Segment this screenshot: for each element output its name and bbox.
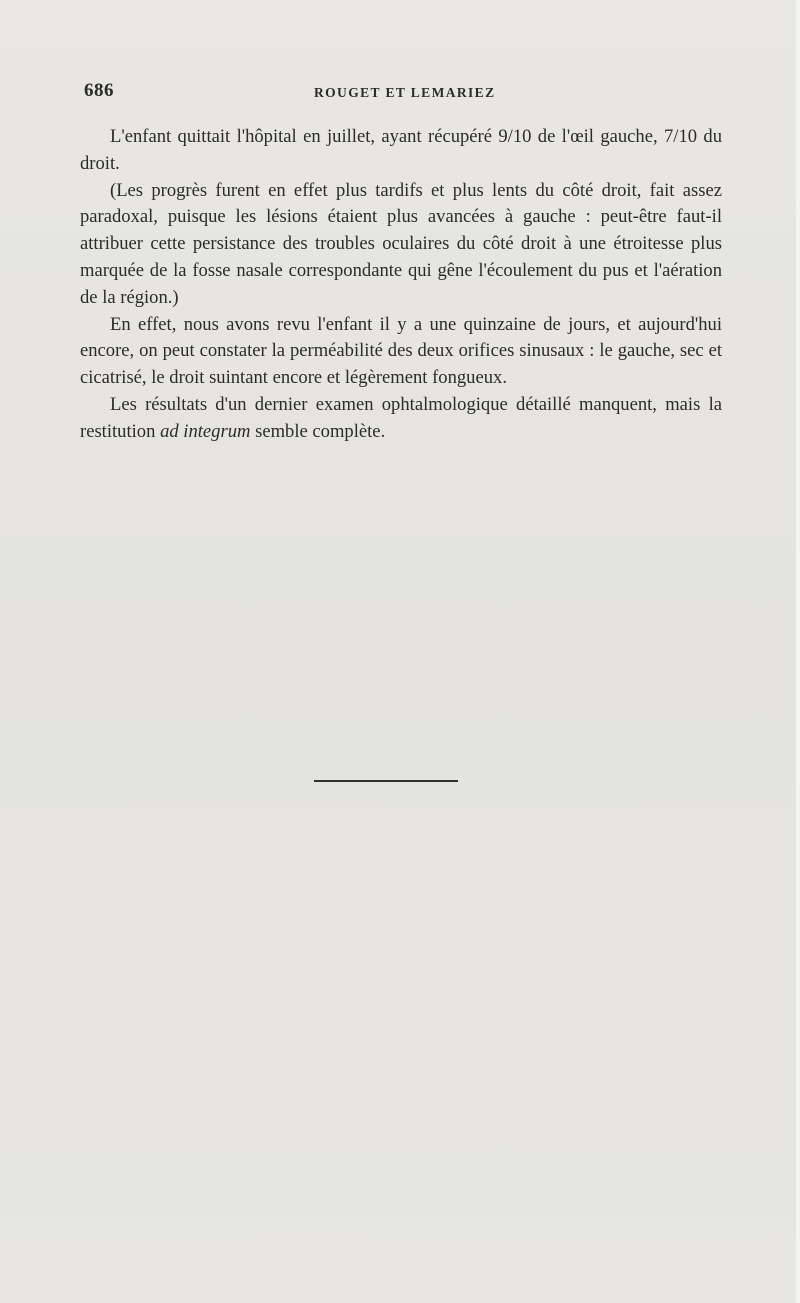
- footnote-rule: [314, 780, 458, 782]
- paragraph-4: [80, 392, 722, 446]
- running-head: [84, 80, 724, 104]
- page-edge: [796, 0, 800, 1303]
- page-number: 686: [84, 80, 114, 101]
- paragraph-4-emphasis: ad integrum: [160, 420, 251, 442]
- paragraph-1: L'enfant quittait l'hôpital en juillet, ayant récupéré 9/10 de l'œil gauche, 7/10 du droit.: [80, 126, 722, 174]
- paragraph-2: (Les progrès furent en effet plus tardifs et plus lents du côté droit, fait assez paradoxal, puisque les lésions étaient plus avancées à gauche : peut-être faut-il attribuer cette persistance des troubles oculaires du côté droit à une étroitesse plus marquée de la fosse nasale correspondante qui gêne l'écoulement du pus et l'aération de la région.): [80, 179, 722, 308]
- paragraph-4-text: Les résultats d'un dernier examen ophtalmologique détaillé manquent, mais la restitution: [80, 393, 722, 442]
- body-text: [80, 124, 722, 446]
- paragraph-3: En effet, nous avons revu l'enfant il y a une quinzaine de jours, et aujourd'hui encore, on peut constater la perméabilité des deux orifices sinusaux : le gauche, sec et cicatrisé, le droit suintant encore et légèrement fongueux.: [80, 313, 722, 389]
- running-title: ROUGET ET LEMARIEZ: [314, 85, 496, 100]
- paragraph-4-end: semble complète.: [250, 420, 386, 442]
